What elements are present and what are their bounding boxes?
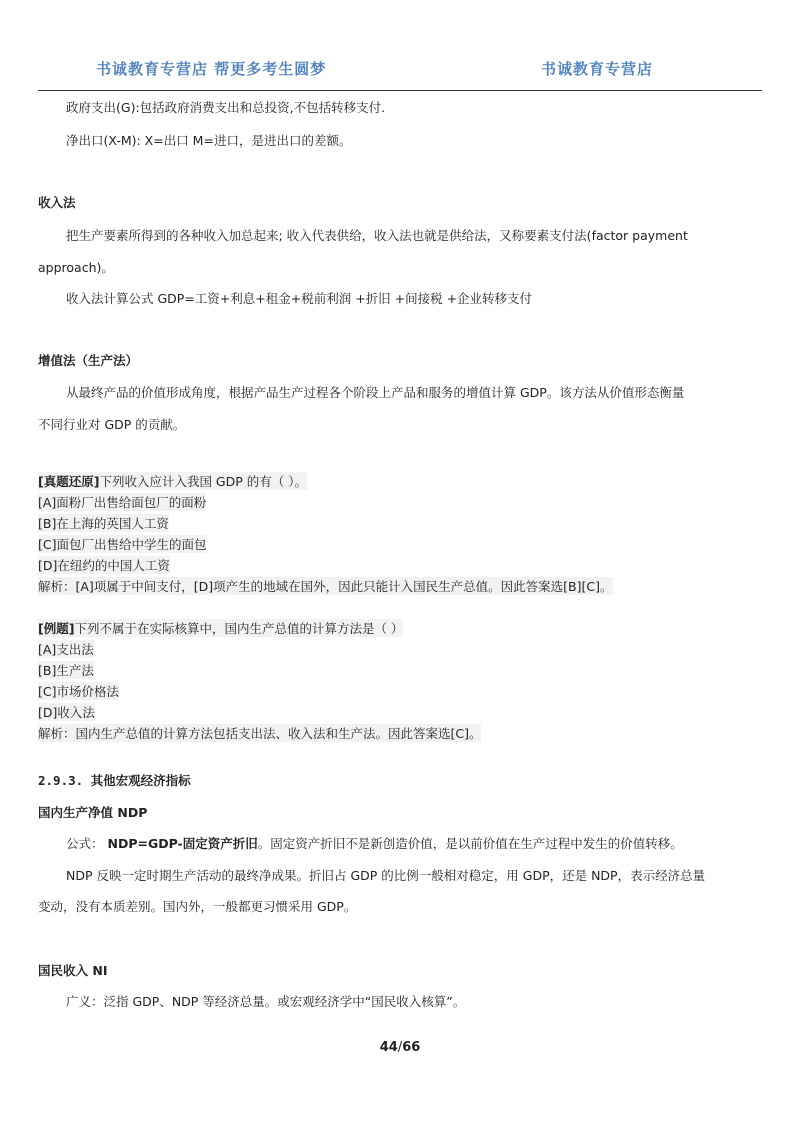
question2-option-d: [D]收入法 <box>38 705 95 720</box>
ndp-formula-line <box>66 834 683 852</box>
page-number <box>0 1040 800 1055</box>
question1-option-a: [A]面粉厂出售给面包厂的面粉 <box>38 495 207 510</box>
page-header <box>38 56 762 91</box>
question1-analysis: 解析：[A]项属于中间支付，[D]项产生的地域在国外，因此只能计入国民生产总值。因此答案选[B][C]。 <box>38 579 613 594</box>
section-2-9-3-title: 2.9.3. 其他宏观经济指标 <box>38 773 191 788</box>
question2-option-b: [B]生产法 <box>38 663 94 678</box>
header-right-text: 书诚教育专营店 <box>541 60 654 78</box>
question2-option-c: [C]市场价格法 <box>38 684 119 699</box>
question1-tag: [真题还原] <box>38 474 100 489</box>
ni-paragraph: 广义：泛指 GDP、NDP 等经济总量。或宏观经济学中“国民收入核算”。 <box>66 994 466 1009</box>
value-added-paragraph-line1: 从最终产品的价值形成角度，根据产品生产过程各个阶段上产品和服务的增值计算 GDP。该方法从价值形态衡量 <box>66 385 685 400</box>
question2-stem <box>38 619 403 637</box>
question1-stem <box>38 472 307 490</box>
gov-spending-line: 政府支出(G):包括政府消费支出和总投资,不包括转移支付. <box>66 100 386 115</box>
value-added-title: 增值法（生产法） <box>38 353 139 368</box>
total-pages: 66 <box>402 1040 421 1055</box>
ni-title: 国民收入 NI <box>38 963 108 978</box>
question1-option-d: [D]在纽约的中国人工资 <box>38 558 170 573</box>
current-page: 44 <box>379 1040 398 1055</box>
ndp-paragraph-line1: NDP 反映一定时期生产活动的最终净成果。折旧占 GDP 的比例一般相对稳定，用 GDP，还是 NDP，表示经济总量 <box>66 868 706 883</box>
page-separator: / <box>397 1040 403 1055</box>
question1-option-b: [B]在上海的英国人工资 <box>38 516 169 531</box>
ndp-title: 国内生产净值 NDP <box>38 805 148 820</box>
ndp-formula: NDP=GDP-固定资产折旧 <box>107 836 258 851</box>
header-left-text: 书诚教育专营店 帮更多考生圆梦 <box>96 60 327 78</box>
income-paragraph-line2: approach)。 <box>38 260 114 275</box>
income-formula: 收入法计算公式 GDP=工资+利息+租金+税前利润 +折旧 +间接税 +企业转移支付 <box>66 291 533 306</box>
ndp-formula-label: 公式： <box>66 836 104 851</box>
question1-text: 下列收入应计入我国 GDP 的有（ ）。 <box>99 474 307 489</box>
net-export-line: 净出口(X-M): X=出口 M=进口，是进出口的差额。 <box>66 133 352 148</box>
income-paragraph-line1: 把生产要素所得到的各种收入加总起来; 收入代表供给，收入法也就是供给法，又称要素支付法(factor payment <box>66 228 688 243</box>
question2-option-a: [A]支出法 <box>38 642 94 657</box>
question2-analysis: 解析：国内生产总值的计算方法包括支出法、收入法和生产法。因此答案选[C]。 <box>38 726 482 741</box>
question1-option-c: [C]面包厂出售给中学生的面包 <box>38 537 207 552</box>
income-method-title: 收入法 <box>38 195 76 210</box>
question2-tag: [例题] <box>38 621 75 636</box>
question2-text: 下列不属于在实际核算中，国内生产总值的计算方法是（ ） <box>74 621 404 636</box>
ndp-paragraph-line2: 变动，没有本质差别。国内外，一般都更习惯采用 GDP。 <box>38 899 357 914</box>
value-added-paragraph-line2: 不同行业对 GDP 的贡献。 <box>38 417 186 432</box>
ndp-formula-explanation: 。固定资产折旧不是新创造价值，是以前价值在生产过程中发生的价值转移。 <box>257 836 683 851</box>
